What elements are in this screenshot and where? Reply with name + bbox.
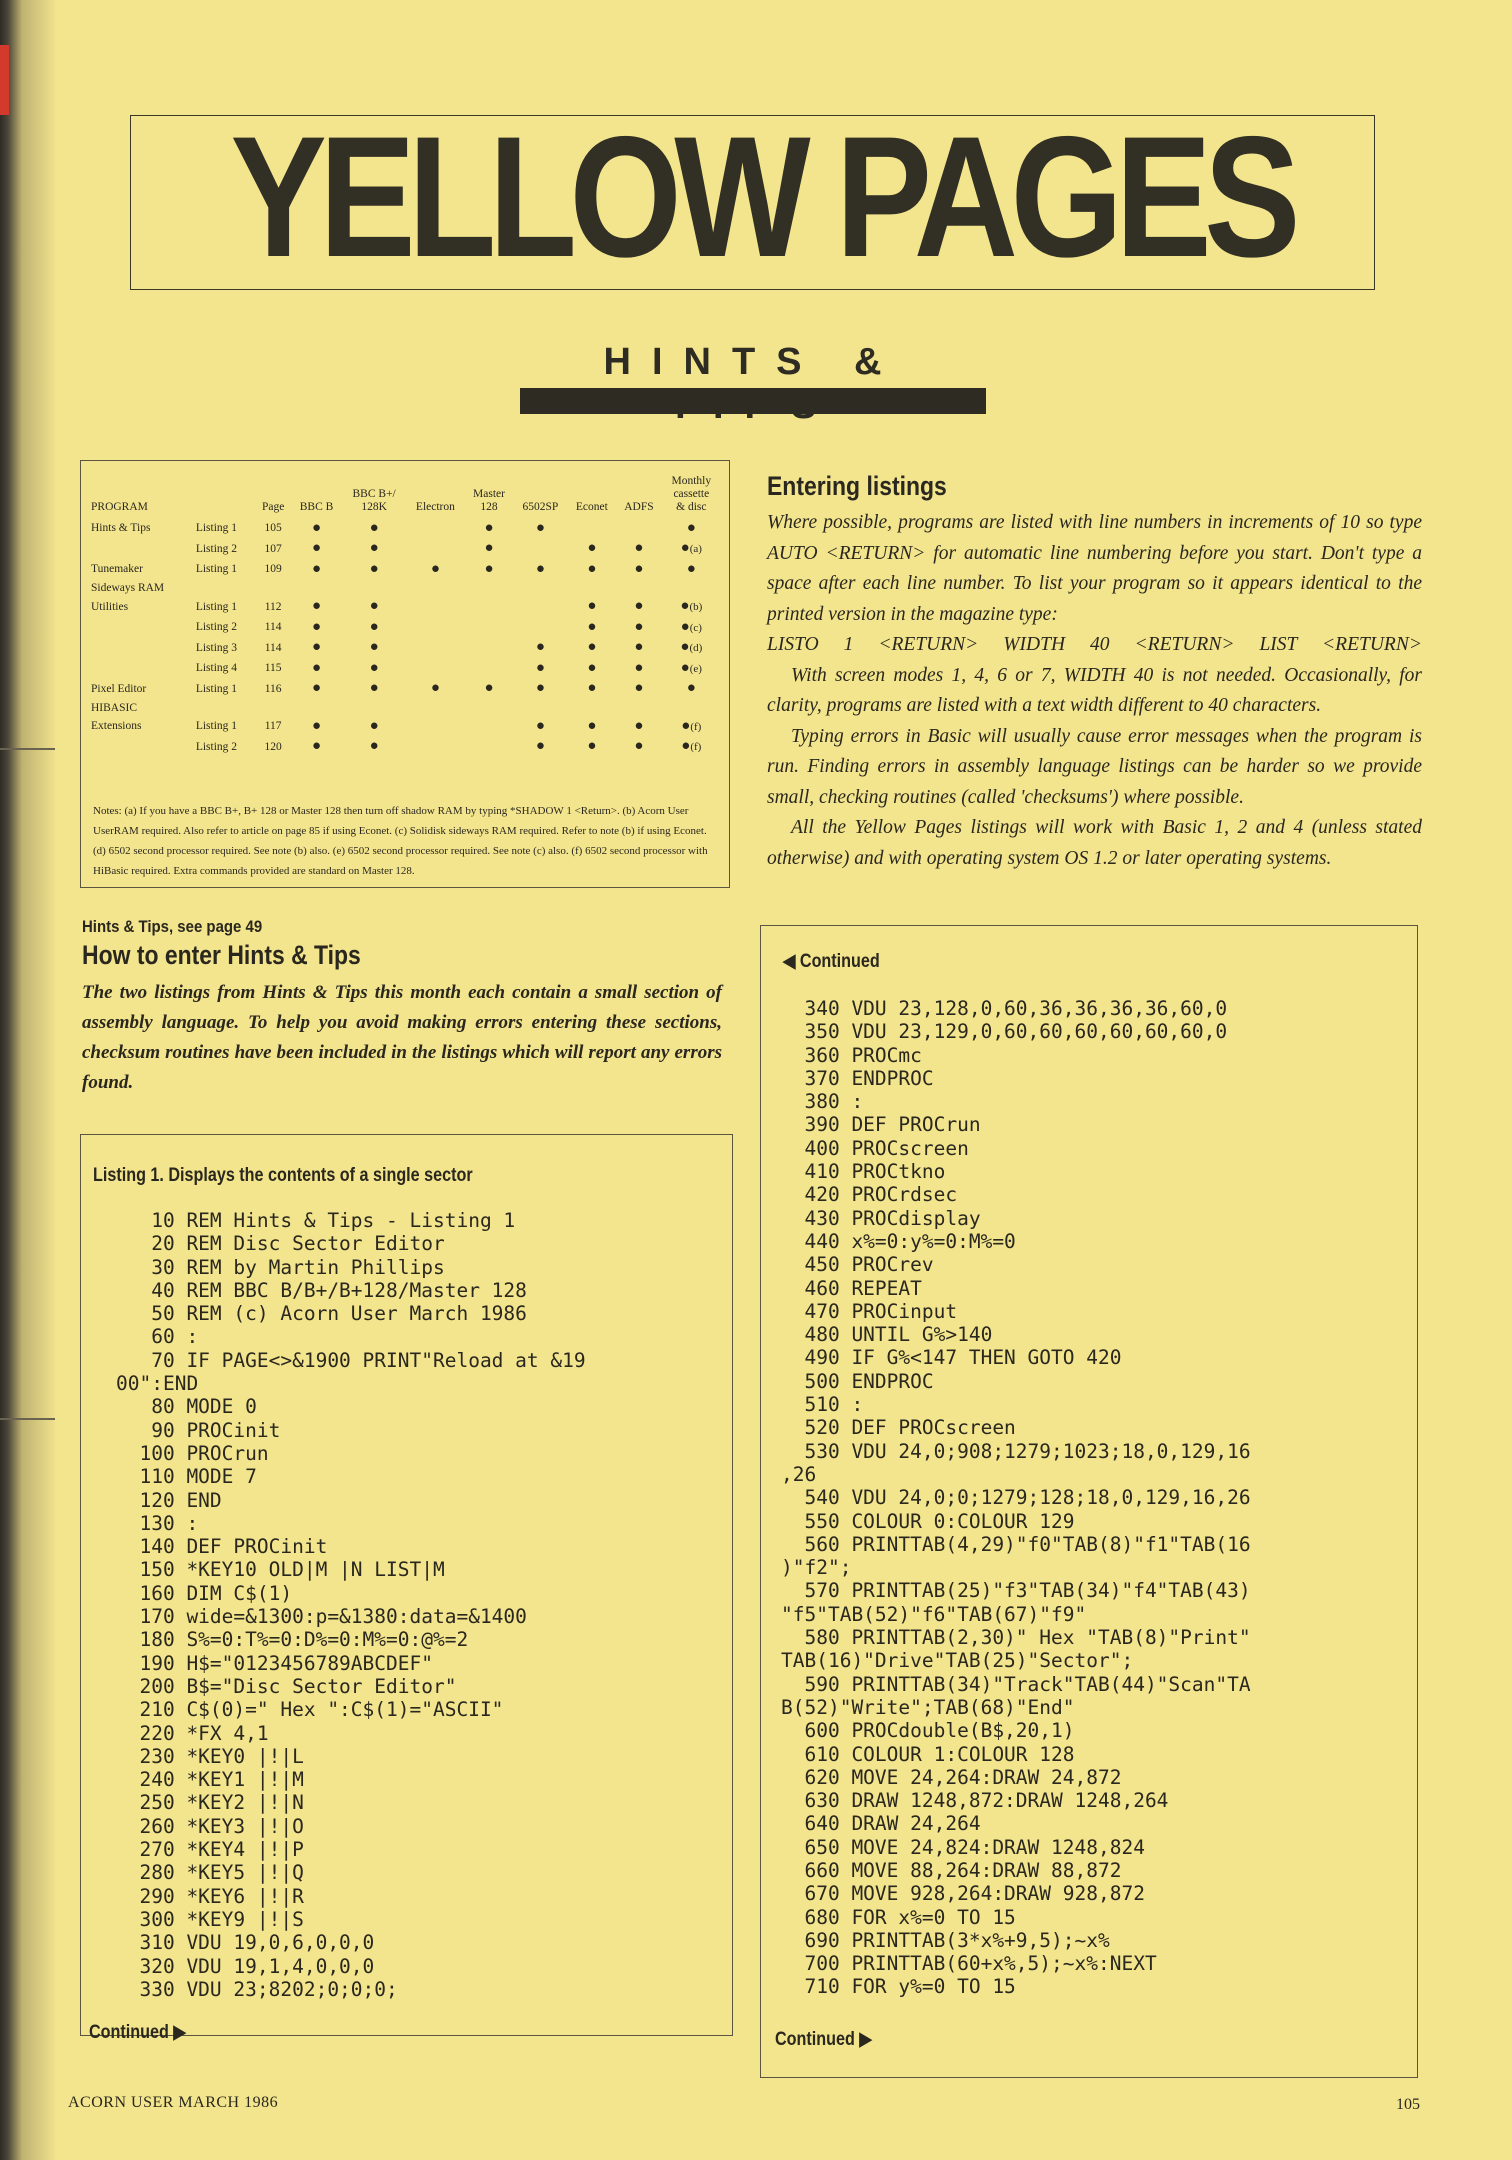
dot-icon: ● bbox=[587, 717, 597, 734]
dot-icon: ● bbox=[484, 519, 494, 536]
compatibility-mark bbox=[342, 737, 406, 758]
compatibility-mark bbox=[291, 597, 342, 618]
compatibility-mark bbox=[662, 559, 721, 580]
masthead-title: YELLOW PAGES bbox=[230, 115, 1293, 290]
compatibility-mark bbox=[567, 658, 616, 679]
compatibility-mark bbox=[342, 518, 406, 539]
table-cell-program bbox=[89, 658, 194, 679]
hints-reference: Hints & Tips, see page 49 bbox=[82, 917, 263, 936]
masthead-box bbox=[130, 115, 1375, 290]
compatibility-mark bbox=[291, 638, 342, 659]
note-ref: (d) bbox=[689, 642, 703, 655]
table-cell-page: 112 bbox=[264, 600, 282, 613]
compatibility-mark bbox=[406, 597, 464, 618]
entering-paragraph: Where possible, programs are listed with line numbers in increments of 10 so type AUTO <RETURN> for automatic line numbering before you start. Don't type a space after each line number. To list your program so it appears identical to the printed version in the magazine type: bbox=[767, 512, 1422, 625]
table-row bbox=[89, 737, 721, 758]
dot-icon: ● bbox=[369, 618, 379, 635]
footer-publication: ACORN USER MARCH 1986 bbox=[68, 2094, 279, 2111]
compatibility-mark bbox=[662, 716, 721, 737]
table-cell-listing: Listing 2 bbox=[195, 621, 238, 634]
entering-body bbox=[767, 508, 1422, 874]
table-header-row bbox=[89, 475, 721, 518]
compatibility-mark bbox=[406, 716, 464, 737]
continued-label: Continued ▶ bbox=[775, 2029, 872, 2050]
table-cell-listing: Listing 3 bbox=[195, 641, 238, 654]
dot-icon: ● bbox=[634, 680, 644, 697]
table-cell-page: 116 bbox=[264, 682, 282, 695]
compatibility-table bbox=[89, 475, 721, 757]
dot-icon: ● bbox=[484, 680, 494, 697]
dot-icon: ● bbox=[634, 618, 644, 635]
continued-label: Continued ▶ bbox=[89, 2022, 186, 2043]
table-cell-program: Sideways RAM bbox=[91, 582, 165, 594]
dot-icon: ● bbox=[369, 560, 379, 577]
table-header-cell: Econet bbox=[575, 501, 608, 513]
dot-icon: ● bbox=[634, 598, 644, 615]
table-row bbox=[89, 716, 721, 737]
compatibility-mark bbox=[513, 716, 567, 737]
gutter-rule bbox=[0, 1418, 55, 1420]
table-cell-page: 107 bbox=[264, 542, 282, 555]
subtitle-underline-bar bbox=[520, 388, 986, 414]
compatibility-mark bbox=[662, 638, 721, 659]
compatibility-mark bbox=[662, 699, 721, 716]
table-cell-program bbox=[89, 638, 194, 659]
compatibility-mark bbox=[406, 638, 464, 659]
compatibility-mark bbox=[342, 699, 406, 716]
compatibility-mark bbox=[465, 580, 514, 597]
dot-icon: ● bbox=[587, 738, 597, 755]
compatibility-mark bbox=[567, 737, 616, 758]
dot-icon: ● bbox=[680, 598, 690, 615]
compatibility-mark bbox=[513, 580, 567, 597]
compatibility-mark bbox=[465, 638, 514, 659]
listing1-continued-box bbox=[760, 925, 1418, 2078]
compatibility-table-box bbox=[80, 460, 730, 888]
gutter-rule bbox=[0, 748, 55, 750]
dot-icon: ● bbox=[587, 560, 597, 577]
hints-heading: How to enter Hints & Tips bbox=[82, 940, 361, 970]
table-header-cell: BBC B bbox=[299, 501, 334, 513]
compatibility-mark bbox=[465, 617, 514, 638]
compatibility-mark bbox=[291, 580, 342, 597]
table-row bbox=[89, 597, 721, 618]
table-cell-listing: Listing 1 bbox=[195, 682, 238, 695]
dot-icon: ● bbox=[369, 540, 379, 557]
dot-icon: ● bbox=[587, 598, 597, 615]
continued-top-label: ◀ Continued bbox=[783, 951, 880, 972]
compatibility-mark bbox=[616, 559, 661, 580]
table-header-cell: ADFS bbox=[624, 501, 654, 513]
compatibility-mark bbox=[513, 597, 567, 618]
dot-icon: ● bbox=[535, 519, 545, 536]
compatibility-mark bbox=[616, 716, 661, 737]
table-cell-listing: Listing 2 bbox=[195, 542, 238, 555]
table-row bbox=[89, 559, 721, 580]
table-header-cell: 6502SP bbox=[522, 501, 559, 513]
dot-icon: ● bbox=[681, 738, 691, 755]
dot-icon: ● bbox=[535, 680, 545, 697]
dot-icon: ● bbox=[312, 618, 322, 635]
dot-icon: ● bbox=[312, 659, 322, 676]
compatibility-mark bbox=[662, 679, 721, 700]
compatibility-mark bbox=[616, 518, 661, 539]
dot-icon: ● bbox=[680, 639, 690, 656]
dot-icon: ● bbox=[680, 659, 690, 676]
compatibility-mark bbox=[342, 617, 406, 638]
compatibility-mark bbox=[291, 679, 342, 700]
table-cell-page: 120 bbox=[264, 740, 282, 753]
dot-icon: ● bbox=[587, 680, 597, 697]
compatibility-mark bbox=[513, 539, 567, 560]
table-cell-listing: Listing 4 bbox=[195, 662, 238, 675]
dot-icon: ● bbox=[369, 519, 379, 536]
compatibility-mark bbox=[567, 716, 616, 737]
compatibility-mark bbox=[513, 559, 567, 580]
compatibility-mark bbox=[513, 518, 567, 539]
dot-icon: ● bbox=[312, 680, 322, 697]
listing1-code: 10 REM Hints & Tips - Listing 1 20 REM Disc Sector Editor 30 REM by Martin Phillips 40 REM BBC B/B+/B+128/Master 128 50 REM (c) Acorn User March 1986 60 : 70 IF PAGE<>&1900 PRINT"Reload at &19 00":END 80 MODE 0 90 PROCinit 100 PROCrun 110 MODE 7 120 END 130 : 140 DEF PROCinit 150 *KEY10 OLD|M |N LIST|M 160 DIM C$(1) 170 wide=&1300:p=&1380:data=&1400 180 S%=0:T%=0:D%=0:M%=0:@%=2 190 H$="0123456789ABCDEF" 200 B$="Disc Sector Editor" 210 C$(0)=" Hex ":C$(1)="ASCII" 220 *FX 4,1 230 *KEY0 |!|L 240 *KEY1 |!|M 250 *KEY2 |!|N 260 *KEY3 |!|O 270 *KEY4 |!|P 280 *KEY5 |!|Q 290 *KEY6 |!|R 300 *KEY9 |!|S 310 VDU 19,0,6,0,0,0 320 VDU 19,1,4,0,0,0 330 VDU 23;8202;0;0;0; bbox=[116, 1209, 586, 2001]
table-row bbox=[89, 539, 721, 560]
table-cell-program: Extensions bbox=[91, 720, 142, 733]
compatibility-mark bbox=[291, 559, 342, 580]
compatibility-mark bbox=[291, 658, 342, 679]
table-cell-page: 114 bbox=[264, 621, 282, 634]
compatibility-mark bbox=[567, 699, 616, 716]
compatibility-mark bbox=[616, 597, 661, 618]
compatibility-mark bbox=[465, 737, 514, 758]
compatibility-mark bbox=[406, 658, 464, 679]
page-number: 105 bbox=[1396, 2096, 1420, 2113]
table-cell-listing: Listing 1 bbox=[195, 600, 238, 613]
table-row bbox=[89, 617, 721, 638]
dot-icon: ● bbox=[535, 738, 545, 755]
compatibility-mark bbox=[406, 539, 464, 560]
table-cell-program: Utilities bbox=[91, 600, 129, 613]
table-cell-listing bbox=[194, 699, 255, 716]
table-cell-page: 117 bbox=[264, 720, 282, 733]
note-ref: (c) bbox=[689, 621, 702, 634]
entering-paragraph: All the Yellow Pages listings will work with Basic 1, 2 and 4 (unless stated otherwise) and with operating system OS 1.2 or later operating systems. bbox=[767, 817, 1422, 869]
compatibility-mark bbox=[406, 679, 464, 700]
dot-icon: ● bbox=[634, 738, 644, 755]
hints-intro: The two listings from Hints & Tips this month each contain a small section of assembly language. To help you avoid making errors entering these sections, checksum routines have been included in the listings which will report any errors found. bbox=[82, 982, 722, 1093]
table-cell-listing: Listing 1 bbox=[195, 720, 238, 733]
listing1-box bbox=[80, 1134, 733, 2043]
compatibility-mark bbox=[662, 658, 721, 679]
entering-paragraph: With screen modes 1, 4, 6 or 7, WIDTH 40 is not needed. Occasionally, for clarity, programs are listed with a text width different to 40 characters. bbox=[767, 664, 1422, 716]
compatibility-mark bbox=[662, 617, 721, 638]
dot-icon: ● bbox=[634, 560, 644, 577]
dot-icon: ● bbox=[686, 560, 696, 577]
red-edge-tab bbox=[0, 45, 9, 115]
compatibility-mark bbox=[465, 539, 514, 560]
dot-icon: ● bbox=[430, 560, 440, 577]
compatibility-mark bbox=[342, 539, 406, 560]
table-cell-page: 114 bbox=[264, 641, 282, 654]
compatibility-mark bbox=[513, 679, 567, 700]
table-cell-program bbox=[89, 539, 194, 560]
dot-icon: ● bbox=[634, 659, 644, 676]
table-row bbox=[89, 679, 721, 700]
dot-icon: ● bbox=[535, 639, 545, 656]
compatibility-mark bbox=[291, 539, 342, 560]
compatibility-mark bbox=[513, 737, 567, 758]
compatibility-mark bbox=[616, 638, 661, 659]
note-ref: (a) bbox=[689, 543, 702, 556]
table-cell-program: Tunemaker bbox=[91, 563, 143, 576]
dot-icon: ● bbox=[312, 717, 322, 734]
compatibility-mark bbox=[616, 737, 661, 758]
table-notes: Notes: (a) If you have a BBC B+, B+ 128 or Master 128 then turn off shadow RAM by typing *SHADOW 1 <Return>. (b) Acorn User UserRAM required. Also refer to article on page 85 if using Econet. (c) Solidisk sideways RAM required. Refer to note (b) if using Econet. (d) 6502 second processor required. See note (b) also. (e) 6502 second processor required. See note (c) also. (f) 6502 second processor with HiBasic required. Extra commands provided are standard on Master 128. bbox=[93, 805, 708, 877]
compatibility-mark bbox=[342, 597, 406, 618]
compatibility-mark bbox=[465, 658, 514, 679]
dot-icon: ● bbox=[312, 639, 322, 656]
dot-icon: ● bbox=[312, 560, 322, 577]
table-cell-program bbox=[89, 737, 194, 758]
table-cell-page: 115 bbox=[264, 662, 282, 675]
dot-icon: ● bbox=[369, 738, 379, 755]
compatibility-mark bbox=[616, 617, 661, 638]
dot-icon: ● bbox=[535, 560, 545, 577]
note-ref: (e) bbox=[689, 662, 702, 675]
listing1-continued-code: 340 VDU 23,128,0,60,36,36,36,36,60,0 350 VDU 23,129,0,60,60,60,60,60,60,0 360 PROCmc 370 ENDPROC 380 : 390 DEF PROCrun 400 PROCscreen 410 PROCtkno 420 PROCrdsec 430 PROCdisplay 440 x%=0:y%=0:M%=0 450 PROCrev 460 REPEAT 470 PROCinput 480 UNTIL G%>140 490 IF G%<147 THEN GOTO 420 500 ENDPROC 510 : 520 DEF PROCscreen 530 VDU 24,0;908;1279;1023;18,0,129,16 ,26 540 VDU 24,0;0;1279;128;18,0,129,16,26 550 COLOUR 0:COLOUR 129 560 PRINTTAB(4,29)"f0"TAB(8)"f1"TAB(16 )"f2"; 570 PRINTTAB(25)"f3"TAB(34)"f4"TAB(43) "f5"TAB(52)"f6"TAB(67)"f9" 580 PRINTTAB(2,30)" Hex "TAB(8)"Print" TAB(16)"Drive"TAB(25)"Sector"; 590 PRINTTAB(34)"Track"TAB(44)"Scan"TA B(52)"Write";TAB(68)"End" 600 PROCdouble(B$,20,1) 610 COLOUR 1:COLOUR 128 620 MOVE 24,264:DRAW 24,872 630 DRAW 1248,872:DRAW 1248,264 640 DRAW 24,264 650 MOVE 24,824:DRAW 1248,824 660 MOVE 88,264:DRAW 88,872 670 MOVE 928,264:DRAW 928,872 680 FOR x%=0 TO 15 690 PRINTTAB(3*x%+9,5);~x% 700 PRINTTAB(60+x%,5);~x%:NEXT 710 FOR y%=0 TO 15 bbox=[781, 997, 1251, 1999]
compatibility-mark bbox=[662, 518, 721, 539]
table-cell-listing: Listing 1 bbox=[195, 563, 238, 576]
entering-heading: Entering listings bbox=[767, 471, 947, 501]
dot-icon: ● bbox=[681, 717, 691, 734]
table-cell-page: 109 bbox=[264, 563, 282, 576]
entering-paragraph: Typing errors in Basic will usually cause error messages when the program is run. Finding errors in assembly language listings can be harder so we provide small, checking routines (called 'checksums') where possible. bbox=[767, 725, 1422, 808]
compatibility-mark bbox=[406, 737, 464, 758]
table-header-cell: Master 128 bbox=[473, 488, 505, 513]
dot-icon: ● bbox=[312, 519, 322, 536]
table-row bbox=[89, 580, 721, 597]
compatibility-mark bbox=[406, 617, 464, 638]
compatibility-mark bbox=[342, 679, 406, 700]
dot-icon: ● bbox=[312, 738, 322, 755]
table-body bbox=[89, 518, 721, 757]
compatibility-mark bbox=[406, 699, 464, 716]
compatibility-mark bbox=[513, 658, 567, 679]
compatibility-mark bbox=[567, 559, 616, 580]
compatibility-mark bbox=[616, 580, 661, 597]
table-cell-program: Pixel Editor bbox=[91, 682, 147, 695]
dot-icon: ● bbox=[634, 540, 644, 557]
compatibility-mark bbox=[513, 638, 567, 659]
compatibility-mark bbox=[291, 518, 342, 539]
note-ref: (f) bbox=[690, 741, 702, 754]
note-ref: (f) bbox=[690, 720, 702, 733]
compatibility-mark bbox=[567, 518, 616, 539]
dot-icon: ● bbox=[312, 598, 322, 615]
table-row bbox=[89, 638, 721, 659]
compatibility-mark bbox=[616, 539, 661, 560]
table-header-cell bbox=[194, 475, 255, 518]
table-cell-listing bbox=[194, 580, 255, 597]
dot-icon: ● bbox=[680, 618, 690, 635]
compatibility-mark bbox=[342, 580, 406, 597]
compatibility-mark bbox=[662, 597, 721, 618]
compatibility-mark bbox=[567, 679, 616, 700]
compatibility-mark bbox=[567, 638, 616, 659]
dot-icon: ● bbox=[369, 639, 379, 656]
compatibility-mark bbox=[465, 716, 514, 737]
dot-icon: ● bbox=[680, 540, 690, 557]
table-row bbox=[89, 699, 721, 716]
dot-icon: ● bbox=[430, 680, 440, 697]
dot-icon: ● bbox=[587, 618, 597, 635]
page-gutter-shadow bbox=[0, 0, 55, 2160]
note-ref: (b) bbox=[689, 601, 703, 614]
table-cell-listing: Listing 2 bbox=[195, 740, 238, 753]
compatibility-mark bbox=[662, 737, 721, 758]
compatibility-mark bbox=[616, 658, 661, 679]
table-row bbox=[89, 518, 721, 539]
table-header-cell: PROGRAM bbox=[91, 501, 148, 513]
dot-icon: ● bbox=[369, 717, 379, 734]
dot-icon: ● bbox=[686, 519, 696, 536]
compatibility-mark bbox=[513, 699, 567, 716]
dot-icon: ● bbox=[369, 659, 379, 676]
compatibility-mark bbox=[291, 716, 342, 737]
table-header-cell: Monthly cassette & disc bbox=[671, 475, 712, 513]
dot-icon: ● bbox=[484, 540, 494, 557]
dot-icon: ● bbox=[535, 717, 545, 734]
compatibility-mark bbox=[291, 617, 342, 638]
compatibility-mark bbox=[567, 617, 616, 638]
table-header-cell: Electron bbox=[415, 501, 455, 513]
dot-icon: ● bbox=[484, 560, 494, 577]
dot-icon: ● bbox=[587, 639, 597, 656]
table-cell-page bbox=[255, 580, 291, 597]
compatibility-mark bbox=[406, 559, 464, 580]
compatibility-mark bbox=[465, 679, 514, 700]
compatibility-mark bbox=[616, 699, 661, 716]
masthead-subtitle: HINTS & bbox=[603, 341, 903, 383]
table-cell-program bbox=[89, 617, 194, 638]
dot-icon: ● bbox=[686, 680, 696, 697]
compatibility-mark bbox=[616, 679, 661, 700]
compatibility-mark bbox=[567, 539, 616, 560]
compatibility-mark bbox=[291, 737, 342, 758]
compatibility-mark bbox=[342, 658, 406, 679]
compatibility-mark bbox=[406, 580, 464, 597]
compatibility-mark bbox=[342, 716, 406, 737]
compatibility-mark bbox=[406, 518, 464, 539]
listing1-caption: Listing 1. Displays the contents of a single sector bbox=[93, 1165, 473, 1186]
dot-icon: ● bbox=[587, 540, 597, 557]
table-cell-program: HIBASIC bbox=[91, 701, 138, 714]
compatibility-mark bbox=[342, 638, 406, 659]
table-header-cell: Page bbox=[261, 501, 285, 513]
table-header-cell: BBC B+/ 128K bbox=[352, 488, 396, 513]
compatibility-mark bbox=[513, 617, 567, 638]
dot-icon: ● bbox=[634, 717, 644, 734]
dot-icon: ● bbox=[535, 659, 545, 676]
dot-icon: ● bbox=[369, 598, 379, 615]
compatibility-mark bbox=[465, 597, 514, 618]
compatibility-mark bbox=[465, 518, 514, 539]
entering-command-line: LISTO 1 <RETURN> WIDTH 40 <RETURN> LIST <RETURN> bbox=[767, 634, 1422, 655]
dot-icon: ● bbox=[634, 639, 644, 656]
table-cell-page: 105 bbox=[264, 522, 282, 535]
dot-icon: ● bbox=[587, 659, 597, 676]
dot-icon: ● bbox=[369, 680, 379, 697]
table-row bbox=[89, 658, 721, 679]
compatibility-mark bbox=[567, 580, 616, 597]
compatibility-mark bbox=[567, 597, 616, 618]
compatibility-mark bbox=[342, 559, 406, 580]
compatibility-mark bbox=[291, 699, 342, 716]
compatibility-mark bbox=[662, 580, 721, 597]
compatibility-mark bbox=[465, 559, 514, 580]
compatibility-mark bbox=[662, 539, 721, 560]
dot-icon: ● bbox=[312, 540, 322, 557]
compatibility-mark bbox=[465, 699, 514, 716]
table-cell-page bbox=[255, 699, 291, 716]
table-cell-listing: Listing 1 bbox=[195, 522, 238, 535]
table-cell-program: Hints & Tips bbox=[91, 522, 151, 535]
